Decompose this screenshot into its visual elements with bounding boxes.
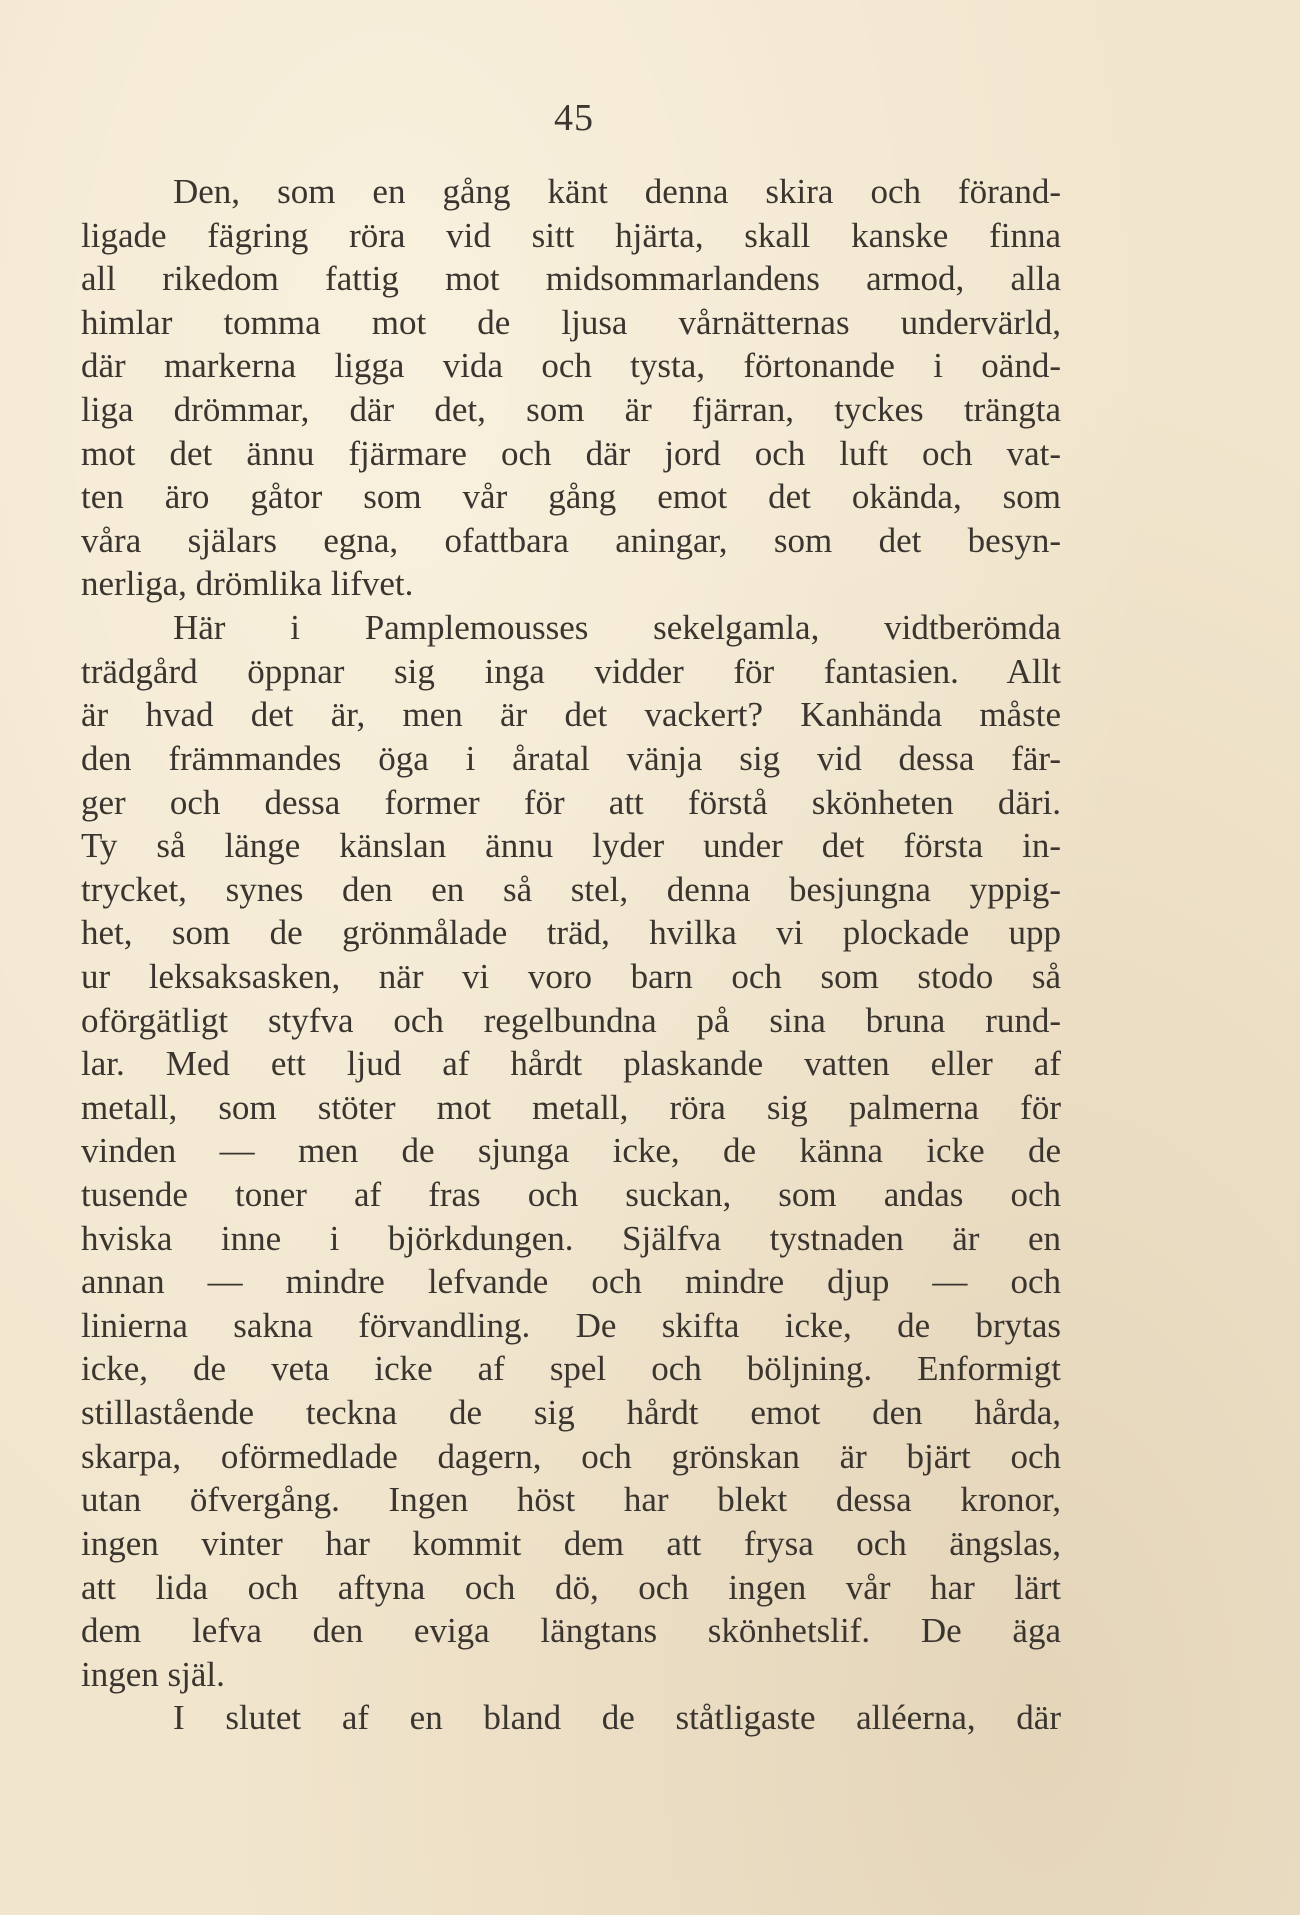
text-line: ur leksaksasken, när vi voro barn och som stodo så xyxy=(81,956,1061,996)
text-line: den främmandes öga i åratal vänja sig vid dessa fär- xyxy=(81,738,1061,778)
text-line: är hvad det är, men är det vackert? Kanhända måste xyxy=(81,695,1061,735)
paragraph-1 xyxy=(81,170,1061,606)
text-line: trädgård öppnar sig inga vidder för fantasien. Allt xyxy=(81,651,1061,691)
page-number: 45 xyxy=(554,97,594,139)
text-line: där markerna ligga vida och tysta, förtonande i oänd- xyxy=(81,346,1061,386)
text-line: Ty så länge känslan ännu lyder under det första in- xyxy=(81,826,1061,866)
text-line: all rikedom fattig mot midsommarlandens armod, alla xyxy=(81,259,1061,299)
text-line: vinden — men de sjunga icke, de känna icke de xyxy=(81,1131,1061,1171)
text-line: ger och dessa former för att förstå skönheten däri. xyxy=(81,782,1061,822)
text-line: himlar tomma mot de ljusa vårnätternas undervärld, xyxy=(81,302,1061,342)
text-line: Den, som en gång känt denna skira och förand- xyxy=(173,172,1061,211)
text-line: linierna sakna förvandling. De skifta icke, de brytas xyxy=(81,1305,1061,1345)
text-line: utan öfvergång. Ingen höst har blekt dessa kronor, xyxy=(81,1480,1061,1520)
text-line: annan — mindre lefvande och mindre djup — och xyxy=(81,1262,1061,1302)
text-line: trycket, synes den en så stel, denna besjungna yppig- xyxy=(81,869,1061,909)
text-line: att lida och aftyna och dö, och ingen vår har lärt xyxy=(81,1567,1061,1607)
text-line: nerliga, drömlika lifvet. xyxy=(81,564,414,604)
paragraph-3 xyxy=(81,1696,1061,1740)
text-line: tusende toner af fras och suckan, som andas och xyxy=(81,1175,1061,1215)
text-line: lar. Med ett ljud af hårdt plaskande vatten eller af xyxy=(81,1044,1061,1084)
text-line: mot det ännu fjärmare och där jord och luft och vat- xyxy=(81,433,1061,473)
paragraph-2 xyxy=(81,606,1061,1696)
text-line: ingen vinter har kommit dem att frysa och ängslas, xyxy=(81,1523,1061,1563)
text-line: våra själars egna, ofattbara aningar, som det besyn- xyxy=(81,520,1061,560)
text-line: ingen själ. xyxy=(81,1654,225,1694)
text-line: ten äro gåtor som vår gång emot det okända, som xyxy=(81,477,1061,517)
text-line: icke, de veta icke af spel och böljning. Enformigt xyxy=(81,1349,1061,1389)
text-line: dem lefva den eviga längtans skönhetslif. De äga xyxy=(81,1611,1061,1651)
text-line: oförgätligt styfva och regelbundna på sina bruna rund- xyxy=(81,1000,1061,1040)
text-line: het, som de grönmålade träd, hvilka vi plockade upp xyxy=(81,913,1061,953)
text-line: I slutet af en bland de ståtligaste alléerna, där xyxy=(173,1698,1061,1738)
text-line: skarpa, oförmedlade dagern, och grönskan är bjärt och xyxy=(81,1436,1061,1476)
text-line: hviska inne i björkdungen. Själfva tystnaden är en xyxy=(81,1218,1061,1258)
text-line: metall, som stöter mot metall, röra sig palmerna för xyxy=(81,1087,1061,1127)
text-line: stillastående teckna de sig hårdt emot den hårda, xyxy=(81,1393,1061,1433)
text-line: Här i Pamplemousses sekelgamla, vidtberömda xyxy=(173,608,1061,648)
text-line: ligade fägring röra vid sitt hjärta, skall kanske finna xyxy=(81,215,1061,255)
text-line: liga drömmar, där det, som är fjärran, tyckes trängta xyxy=(81,390,1061,430)
page-body xyxy=(81,170,1061,1740)
